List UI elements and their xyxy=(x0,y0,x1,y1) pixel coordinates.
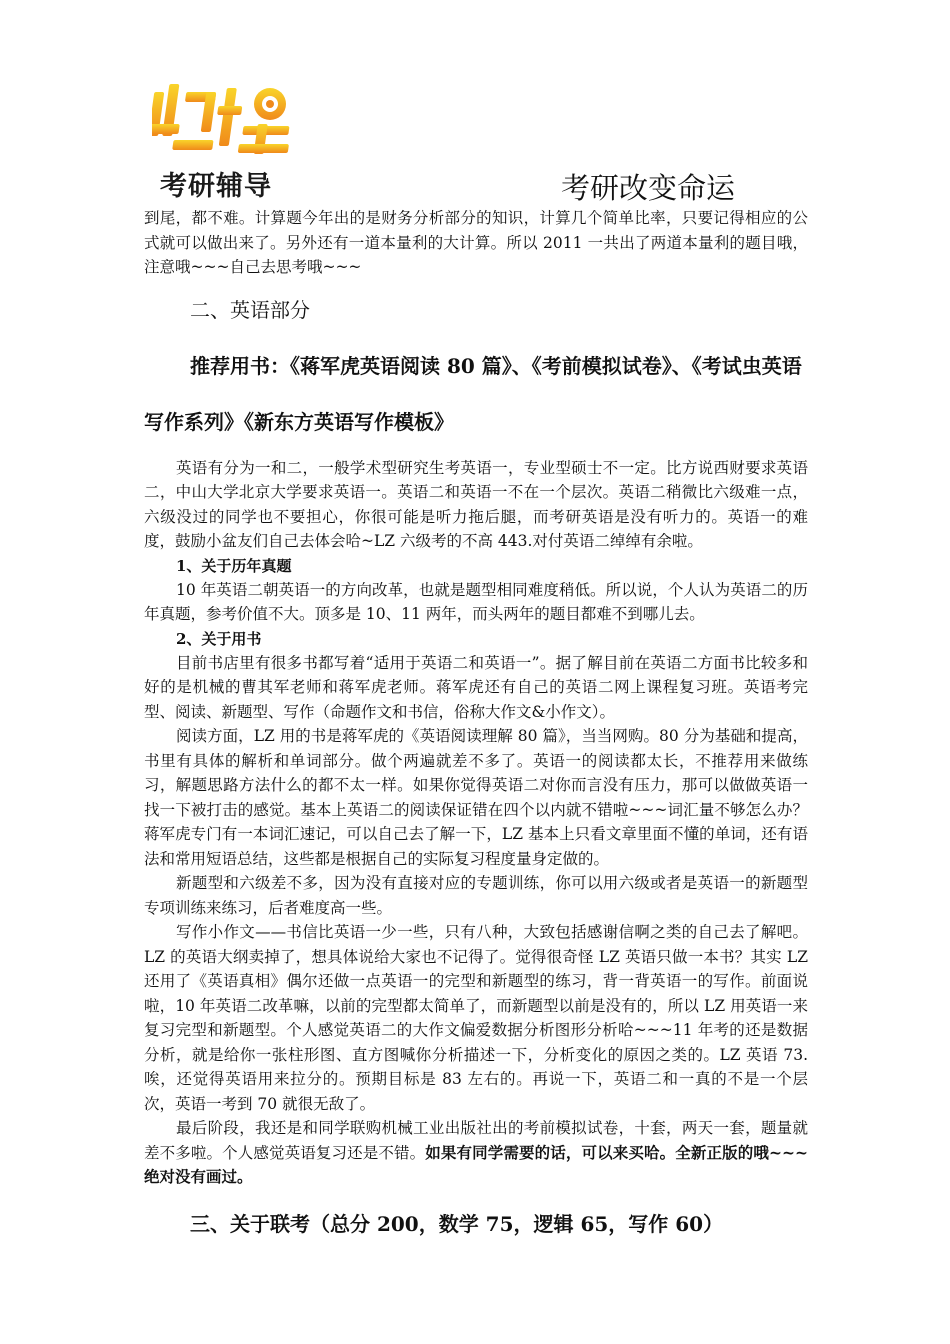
english-paragraph-7 xyxy=(144,1116,808,1190)
subheading-books: 2、关于用书 xyxy=(176,629,262,648)
kaicheng-logo xyxy=(152,80,302,202)
document-body xyxy=(144,206,808,1238)
section-heading-joint-exam: 三、关于联考（总分 200，数学 75，逻辑 65，写作 60） xyxy=(190,1211,724,1236)
english-paragraph-4: 阅读方面，LZ 用的书是蒋军虎的《英语阅读理解 80 篇》，当当网购。80 分为基础和提高，书里有具体的解析和单词部分。做个两遍就差不多了。英语一的阅读都太长，不推荐用来做练习，解题思路方法什么的都不太一样。如果你觉得英语二对你而言没有压力，那可以做做英语一找一下被打击的感觉。基本上英语二的阅读保证错在四个以内就不错啦~~~词汇量不够怎么办？蒋军虎专门有一本词汇速记，可以自己去了解一下，LZ 基本上只看文章里面不懂的单词，还有语法和常用短语总结，这些都是根据自己的实际复习程度量身定做的。 xyxy=(144,727,808,868)
english-paragraph-2: 10 年英语二朝英语一的方向改革，也就是题型相同难度稍低。所以说，个人认为英语二的历年真题，参考价值不大。顶多是 10、11 两年，而头两年的题目都难不到哪儿去。 xyxy=(144,580,808,623)
intro-paragraph: 到尾，都不难。计算题今年出的是财务分析部分的知识，计算几个简单比率，只要记得相应的公式就可以做出来了。另外还有一道本量利的大计算。所以 2011 一共出了两道本量利的题目哦，注意哦~~~自己去思考哦~~~ xyxy=(144,209,808,276)
logo-subtitle: 考研辅导 xyxy=(160,171,272,202)
paragraph-7-text: 最后阶段，我还是和同学联购机械工业出版社出的考前模拟试卷，十套，两天一套，题量就差不多啦。个人感觉英语复习还是不错。 xyxy=(144,1119,808,1162)
paragraph-7-bold-text: 如果有同学需要的话，可以来买哈。全新正版的哦~~~绝对没有画过。 xyxy=(144,1142,808,1186)
english-paragraph-6: 写作小作文——书信比英语一少一些，只有八种，大致包括感谢信啊之类的自己去了解吧。LZ 的英语大纲卖掉了，想具体说给大家也不记得了。觉得很奇怪 LZ 英语只做一本书？其实 LZ 还用了《英语真相》偶尔还做一点英语一的完型和新题型的练习，背一背英语一的写作。前面说啦，10 年英语二改革嘛，以前的完型都太简单了，而新题型以前是没有的，所以 LZ 用英语一来复习完型和新题型。个人感觉英语二的大作文偏爱数据分析图形分析哈~~~11 年考的还是数据分析，就是给你一张柱形图、直方图喊你分析描述一下，分析变化的原因之类的。LZ 英语 73.唉，还觉得英语用来拉分的。预期目标是 83 左右的。再说一下，英语二和一真的不是一个层次，英语一考到 70 就很无敌了。 xyxy=(144,923,808,1113)
english-paragraph-5: 新题型和六级差不多，因为没有直接对应的专题训练，你可以用六级或者是英语一的新题型专项训练来练习，后者难度高一些。 xyxy=(144,874,808,917)
english-paragraph-1: 英语有分为一和二，一般学术型研究生考英语一，专业型硕士不一定。比方说西财要求英语二，中山大学北京大学要求英语一。英语二和英语一不在一个层次。英语二稍微比六级难一点，六级没过的同学也不要担心，你很可能是听力拖后腿，而考研英语是没有听力的。英语一的难度，鼓励小盆友们自己去体会哈~LZ 六级考的不高 443.对付英语二绰绰有余啦。 xyxy=(144,458,808,550)
recommended-books: 推荐用书：《蒋军虎英语阅读 80 篇》、《考前模拟试卷》、《考试虫英语写作系列》《新东方英语写作模板》 xyxy=(144,353,802,434)
section-heading-english: 二、英语部分 xyxy=(190,297,310,322)
english-paragraph-3: 目前书店里有很多书都写着“适用于英语二和英语一”。据了解目前在英语二方面书比较多和好的是机械的曹其军老师和蒋军虎老师。蒋军虎还有自己的英语二网上课程复习班。英语考完型、阅读、新题型、写作（命题作文和书信，俗称大作文&小作文）。 xyxy=(144,653,808,721)
slogan-text: 考研改变命运 xyxy=(561,171,736,205)
subheading-past-exams: 1、关于历年真题 xyxy=(176,556,292,575)
logo-mark-icon xyxy=(152,80,302,160)
